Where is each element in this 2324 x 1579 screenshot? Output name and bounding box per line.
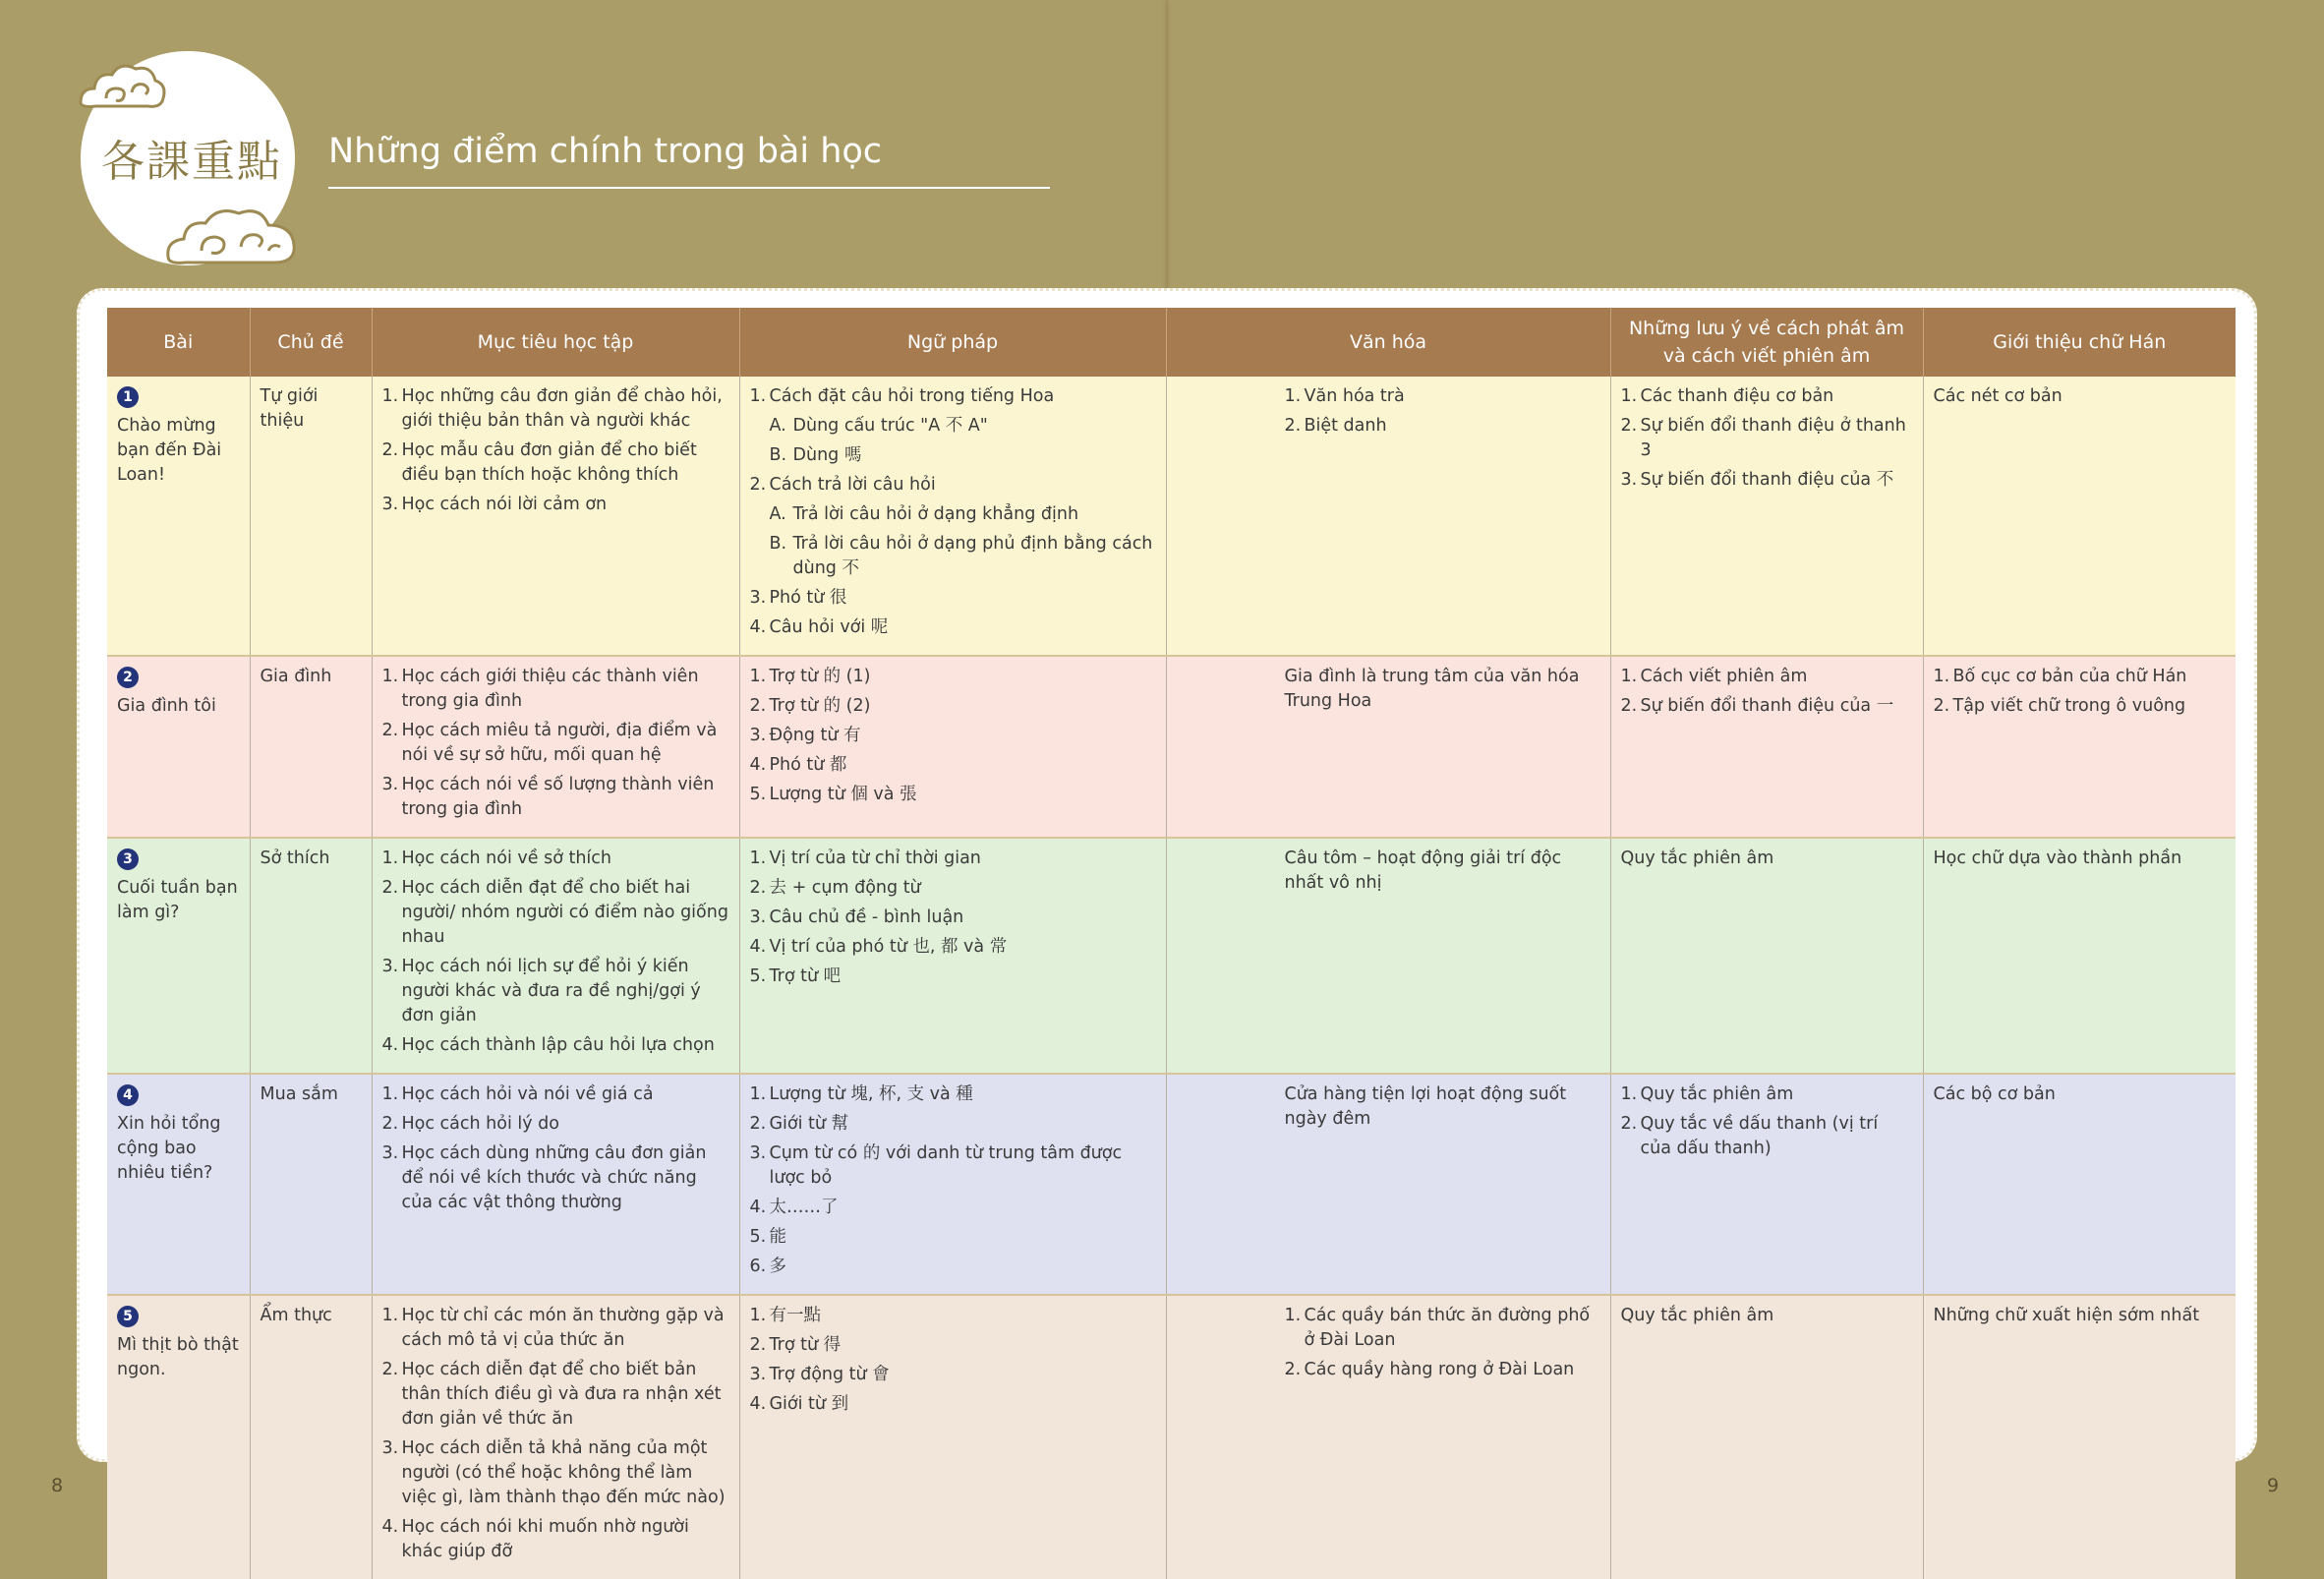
item-text: Trợ từ 的 (1) [769,667,871,686]
item-marker: 3. [381,957,399,976]
topic-cell: Tự giới thiệu [250,377,372,656]
item-text: Sự biến đổi thanh điệu của 不 [1640,470,1894,490]
list-item [750,906,1156,930]
item-marker: 1. [1620,386,1638,406]
grammar-cell [739,656,1166,838]
item-text: Câu chủ đề - bình luận [769,907,964,927]
list-item [1621,468,1913,493]
list-item [1621,384,1913,409]
item-marker: B. [769,534,787,554]
item-marker: 1. [749,386,767,406]
item-marker: 4. [749,1394,767,1414]
item-text: Phó từ 都 [769,755,847,775]
list-item [1934,1304,2227,1328]
hanzi-cell [1923,377,2236,656]
item-text: Quy tắc phiên âm [1620,1306,1774,1325]
list-item [750,1363,1156,1387]
item-marker: 1. [749,1084,767,1104]
item-text: Học cách giới thiệu các thành viên trong gia đình [401,667,699,711]
list-item [382,1033,729,1058]
item-marker: 1. [1284,1306,1302,1325]
item-text: Sự biến đổi thanh điệu ở thanh 3 [1640,416,1906,460]
item-text: Động từ 有 [769,726,861,745]
item-text: Câu tôm – hoạt động giải trí độc nhất vô nhị [1284,848,1562,893]
goals-cell [372,1074,739,1295]
item-marker: 6. [749,1257,767,1276]
goals-cell [372,1295,739,1579]
lesson-title: Chào mừng bạn đến Đài Loan! [117,416,222,485]
item-text: Quy tắc phiên âm [1620,848,1774,868]
item-text: Bố cục cơ bản của chữ Hán [1952,667,2187,686]
item-marker: 2. [1620,696,1638,716]
table-row [107,656,2236,838]
column-header: Những lưu ý về cách phát âm và cách viết phiên âm [1610,308,1923,377]
item-marker: 2. [1620,1114,1638,1134]
item-text: Học cách nói khi muốn nhờ người khác giúp đỡ [401,1517,689,1561]
item-marker: B. [769,445,787,465]
item-text: Các bộ cơ bản [1933,1084,2056,1104]
list-item [382,719,729,768]
item-marker: 1. [1620,667,1638,686]
item-text: Học cách diễn đạt để cho biết bản thân thích điều gì và đưa ra nhận xét đơn giản về thức ăn [401,1360,722,1429]
lesson-table [107,308,2236,1579]
goals-cell [372,656,739,838]
item-text: Trợ từ 的 (2) [769,696,871,716]
cloud-icon [77,59,167,114]
list-item [1621,1112,1913,1161]
item-marker: 1. [381,386,399,406]
item-text: Trả lời câu hỏi ở dạng phủ định bằng cách dùng 不 [792,534,1153,578]
list-item [750,1112,1156,1137]
list-item [382,384,729,434]
grammar-cell [739,838,1166,1074]
item-marker: 3. [749,588,767,608]
item-text: Những chữ xuất hiện sớm nhất [1933,1306,2200,1325]
pronunciation-cell [1610,377,1923,656]
item-marker: 3. [381,1143,399,1163]
culture-cell [1166,377,1610,656]
item-marker: A. [769,416,786,436]
list-item [1285,414,1600,439]
item-marker: 1. [1284,386,1302,406]
list-item [382,955,729,1028]
item-text: Vị trí của phó từ 也, 都 và 常 [769,937,1008,957]
item-marker: 1. [1620,1084,1638,1104]
item-text: 有一點 [769,1306,821,1325]
list-item [382,847,729,871]
item-marker: 1. [381,848,399,868]
item-marker: 2. [749,696,767,716]
pronunciation-cell [1610,1074,1923,1295]
column-header: Văn hóa [1166,308,1610,377]
item-marker: 3. [749,726,767,745]
topic-cell: Mua sắm [250,1074,372,1295]
item-text: Dùng cấu trúc "A 不 A" [792,416,988,436]
item-text: Văn hóa trà [1304,386,1405,406]
list-item [750,586,1156,611]
item-text: Học mẫu câu đơn giản để cho biết điều bạn thích hoặc không thích [401,440,697,485]
item-marker: 2. [381,1360,399,1379]
list-item [1934,694,2227,719]
item-text: Học cách nói về số lượng thành viên trong gia đình [401,775,715,819]
grammar-cell [739,1074,1166,1295]
item-text: Trợ từ 得 [769,1335,842,1355]
lesson-number-badge: 5 [117,1306,139,1327]
item-marker: 4. [749,755,767,775]
grammar-cell [739,1295,1166,1579]
item-text: Các quầy hàng rong ở Đài Loan [1304,1360,1575,1379]
list-item [750,965,1156,989]
item-text: Giới từ 幫 [769,1114,849,1134]
culture-cell [1166,1074,1610,1295]
item-marker: 2. [749,1335,767,1355]
item-text: Trợ động từ 會 [769,1365,890,1384]
item-marker: 4. [381,1035,399,1055]
list-item [750,1333,1156,1358]
list-item [1934,665,2227,689]
item-text: Học từ chỉ các món ăn thường gặp và cách mô tả vị của thức ăn [401,1306,725,1350]
item-marker: 2. [381,878,399,898]
pronunciation-cell [1610,838,1923,1074]
hanzi-cell [1923,838,2236,1074]
item-marker: 2. [381,721,399,740]
list-item [1934,1082,2227,1107]
item-text: Vị trí của từ chỉ thời gian [769,848,981,868]
item-text: 太……了 [769,1198,839,1217]
item-text: Học cách diễn tả khả năng của một người (có thể hoặc không thể làm việc gì, làm thành thạo đến mức nào) [401,1438,726,1507]
list-item [750,1392,1156,1417]
lesson-title: Mì thịt bò thật ngon. [117,1335,239,1379]
item-marker: 3. [381,1438,399,1458]
hanzi-cell [1923,1295,2236,1579]
item-marker: 2. [749,475,767,495]
list-item [1285,1082,1600,1132]
item-marker: 1. [381,667,399,686]
item-text: Các quầy bán thức ăn đường phố ở Đài Loan [1304,1306,1591,1350]
culture-cell [1166,1295,1610,1579]
topic-cell: Ẩm thực [250,1295,372,1579]
page-number-left: 8 [51,1475,64,1496]
item-marker: 2. [381,1114,399,1134]
page-number-right: 9 [2267,1475,2280,1496]
list-item [750,665,1156,689]
item-marker: 4. [381,1517,399,1537]
item-text: Biệt danh [1304,416,1387,436]
item-text: Cửa hàng tiện lợi hoạt động suốt ngày đêm [1284,1084,1567,1129]
list-item [1285,1358,1600,1382]
list-item [750,694,1156,719]
title-underline [328,187,1050,189]
list-item [1285,847,1600,896]
column-header: Mục tiêu học tập [372,308,739,377]
list-item [382,1112,729,1137]
item-text: Sự biến đổi thanh điệu của 一 [1640,696,1894,716]
item-marker: 5. [749,785,767,804]
list-item [750,935,1156,960]
lesson-number-badge: 1 [117,386,139,408]
item-text: Cụm từ có 的 với danh từ trung tâm được lược bỏ [769,1143,1123,1188]
list-item [1934,384,2227,409]
item-marker: 4. [749,617,767,637]
list-item [382,493,729,517]
list-item [1285,384,1600,409]
list-item [382,773,729,822]
item-marker: 1. [749,1306,767,1325]
item-text: Dùng 嗎 [792,445,862,465]
lesson-cell [107,838,250,1074]
item-marker: 1. [1933,667,1950,686]
item-marker: 2. [1284,1360,1302,1379]
topic-cell: Sở thích [250,838,372,1074]
list-item [750,1141,1156,1191]
item-text: Học cách miêu tả người, địa điểm và nói về sự sở hữu, mối quan hệ [401,721,718,765]
culture-cell [1166,838,1610,1074]
list-item [750,1304,1156,1328]
list-item [750,724,1156,748]
item-text: 去 + cụm động từ [769,878,921,898]
goals-cell [372,838,739,1074]
item-text: Quy tắc phiên âm [1640,1084,1794,1104]
lesson-cell [107,1074,250,1295]
list-item [1621,1304,1913,1328]
list-item [382,1515,729,1564]
list-item [750,615,1156,640]
item-text: Gia đình là trung tâm của văn hóa Trung Hoa [1284,667,1580,711]
lesson-title: Cuối tuần bạn làm gì? [117,878,238,922]
item-text: 能 [769,1227,786,1247]
item-marker: 2. [749,878,767,898]
culture-cell [1166,656,1610,838]
topic-cell: Gia đình [250,656,372,838]
grammar-cell [739,377,1166,656]
item-text: Giới từ 到 [769,1394,849,1414]
column-header: Giới thiệu chữ Hán [1923,308,2236,377]
list-item [382,1358,729,1432]
goals-cell [372,377,739,656]
list-item [750,1196,1156,1220]
title-cjk: 各課重點 [101,137,282,187]
list-item [1621,665,1913,689]
list-item [1934,847,2227,871]
item-text: Lượng từ 個 và 張 [769,785,917,804]
list-item [750,414,1156,439]
item-marker: 4. [749,937,767,957]
table-row [107,838,2236,1074]
item-marker: 3. [1620,470,1638,490]
item-text: Câu hỏi với 呢 [769,617,889,637]
list-item [1285,1304,1600,1353]
item-marker: 1. [381,1084,399,1104]
item-marker: 3. [381,775,399,794]
list-item [750,1225,1156,1250]
item-text: Học cách diễn đạt để cho biết hai người/ nhóm người có điểm nào giống nhau [401,878,728,947]
list-item [382,439,729,488]
table-row [107,1074,2236,1295]
lesson-title: Xin hỏi tổng cộng bao nhiêu tiền? [117,1114,221,1183]
column-header: Ngữ pháp [739,308,1166,377]
item-marker: 2. [1933,696,1950,716]
cloud-icon [162,202,300,270]
pronunciation-cell [1610,656,1923,838]
item-marker: 3. [381,495,399,514]
list-item [750,753,1156,778]
hanzi-cell [1923,1074,2236,1295]
list-item [1621,847,1913,871]
lesson-number-badge: 2 [117,667,139,688]
item-text: Phó từ 很 [769,588,847,608]
column-header: Chủ đề [250,308,372,377]
list-item [382,1141,729,1215]
table-row [107,1295,2236,1579]
item-text: Cách đặt câu hỏi trong tiếng Hoa [769,386,1055,406]
item-text: Học chữ dựa vào thành phần [1933,848,2182,868]
item-marker: 1. [381,1306,399,1325]
item-marker: 1. [749,848,767,868]
list-item [750,532,1156,581]
item-text: Tập viết chữ trong ô vuông [1952,696,2186,716]
list-item [1621,414,1913,463]
table-header-row [107,308,2236,377]
item-marker: 4. [749,1198,767,1217]
list-item [382,665,729,714]
item-text: Học cách dùng những câu đơn giản để nói về kích thước và chức năng của các vật thông thường [401,1143,707,1212]
item-marker: 5. [749,1227,767,1247]
list-item [750,502,1156,527]
item-marker: 1. [749,667,767,686]
list-item [750,384,1156,409]
item-marker: 3. [749,907,767,927]
list-item [382,876,729,950]
item-marker: 5. [749,966,767,986]
pronunciation-cell [1610,1295,1923,1579]
table-row [107,377,2236,656]
item-text: Học những câu đơn giản để chào hỏi, giới thiệu bản thân và người khác [401,386,723,431]
list-item [382,1304,729,1353]
lesson-cell [107,377,250,656]
item-text: Trả lời câu hỏi ở dạng khẳng định [792,504,1079,524]
item-marker: 3. [749,1143,767,1163]
item-text: Học cách nói về sở thích [401,848,611,868]
list-item [1621,694,1913,719]
item-marker: 2. [1620,416,1638,436]
item-text: Lượng từ 塊, 杯, 支 và 種 [769,1084,973,1104]
list-item [750,1255,1156,1279]
list-item [1285,665,1600,714]
lesson-number-badge: 3 [117,848,139,870]
lesson-cell [107,656,250,838]
item-marker: A. [769,504,786,524]
list-item [750,783,1156,807]
list-item [382,1082,729,1107]
lesson-number-badge: 4 [117,1084,139,1106]
item-text: Trợ từ 吧 [769,966,842,986]
item-text: Học cách hỏi lý do [401,1114,559,1134]
item-marker: 3. [749,1365,767,1384]
list-item [750,473,1156,497]
lesson-cell [107,1295,250,1579]
item-text: Các thanh điệu cơ bản [1640,386,1834,406]
list-item [750,847,1156,871]
item-text: Học cách thành lập câu hỏi lựa chọn [401,1035,715,1055]
item-marker: 2. [1284,416,1302,436]
lesson-title: Gia đình tôi [117,696,216,716]
item-text: Học cách nói lời cảm ơn [401,495,608,514]
page-title: Những điểm chính trong bài học [328,132,883,171]
item-text: Học cách hỏi và nói về giá cả [401,1084,654,1104]
list-item [750,443,1156,468]
item-text: Cách trả lời câu hỏi [769,475,936,495]
list-item [382,1436,729,1510]
list-item [750,876,1156,901]
item-text: Học cách nói lịch sự để hỏi ý kiến người khác và đưa ra đề nghị/gợi ý đơn giản [401,957,701,1025]
hanzi-cell [1923,656,2236,838]
item-text: Các nét cơ bản [1933,386,2063,406]
item-text: Quy tắc về dấu thanh (vị trí của dấu thanh) [1640,1114,1879,1158]
column-header: Bài [107,308,250,377]
item-marker: 2. [381,440,399,460]
list-item [750,1082,1156,1107]
list-item [1621,1082,1913,1107]
item-marker: 2. [749,1114,767,1134]
item-text: 多 [769,1257,786,1276]
item-text: Cách viết phiên âm [1640,667,1808,686]
